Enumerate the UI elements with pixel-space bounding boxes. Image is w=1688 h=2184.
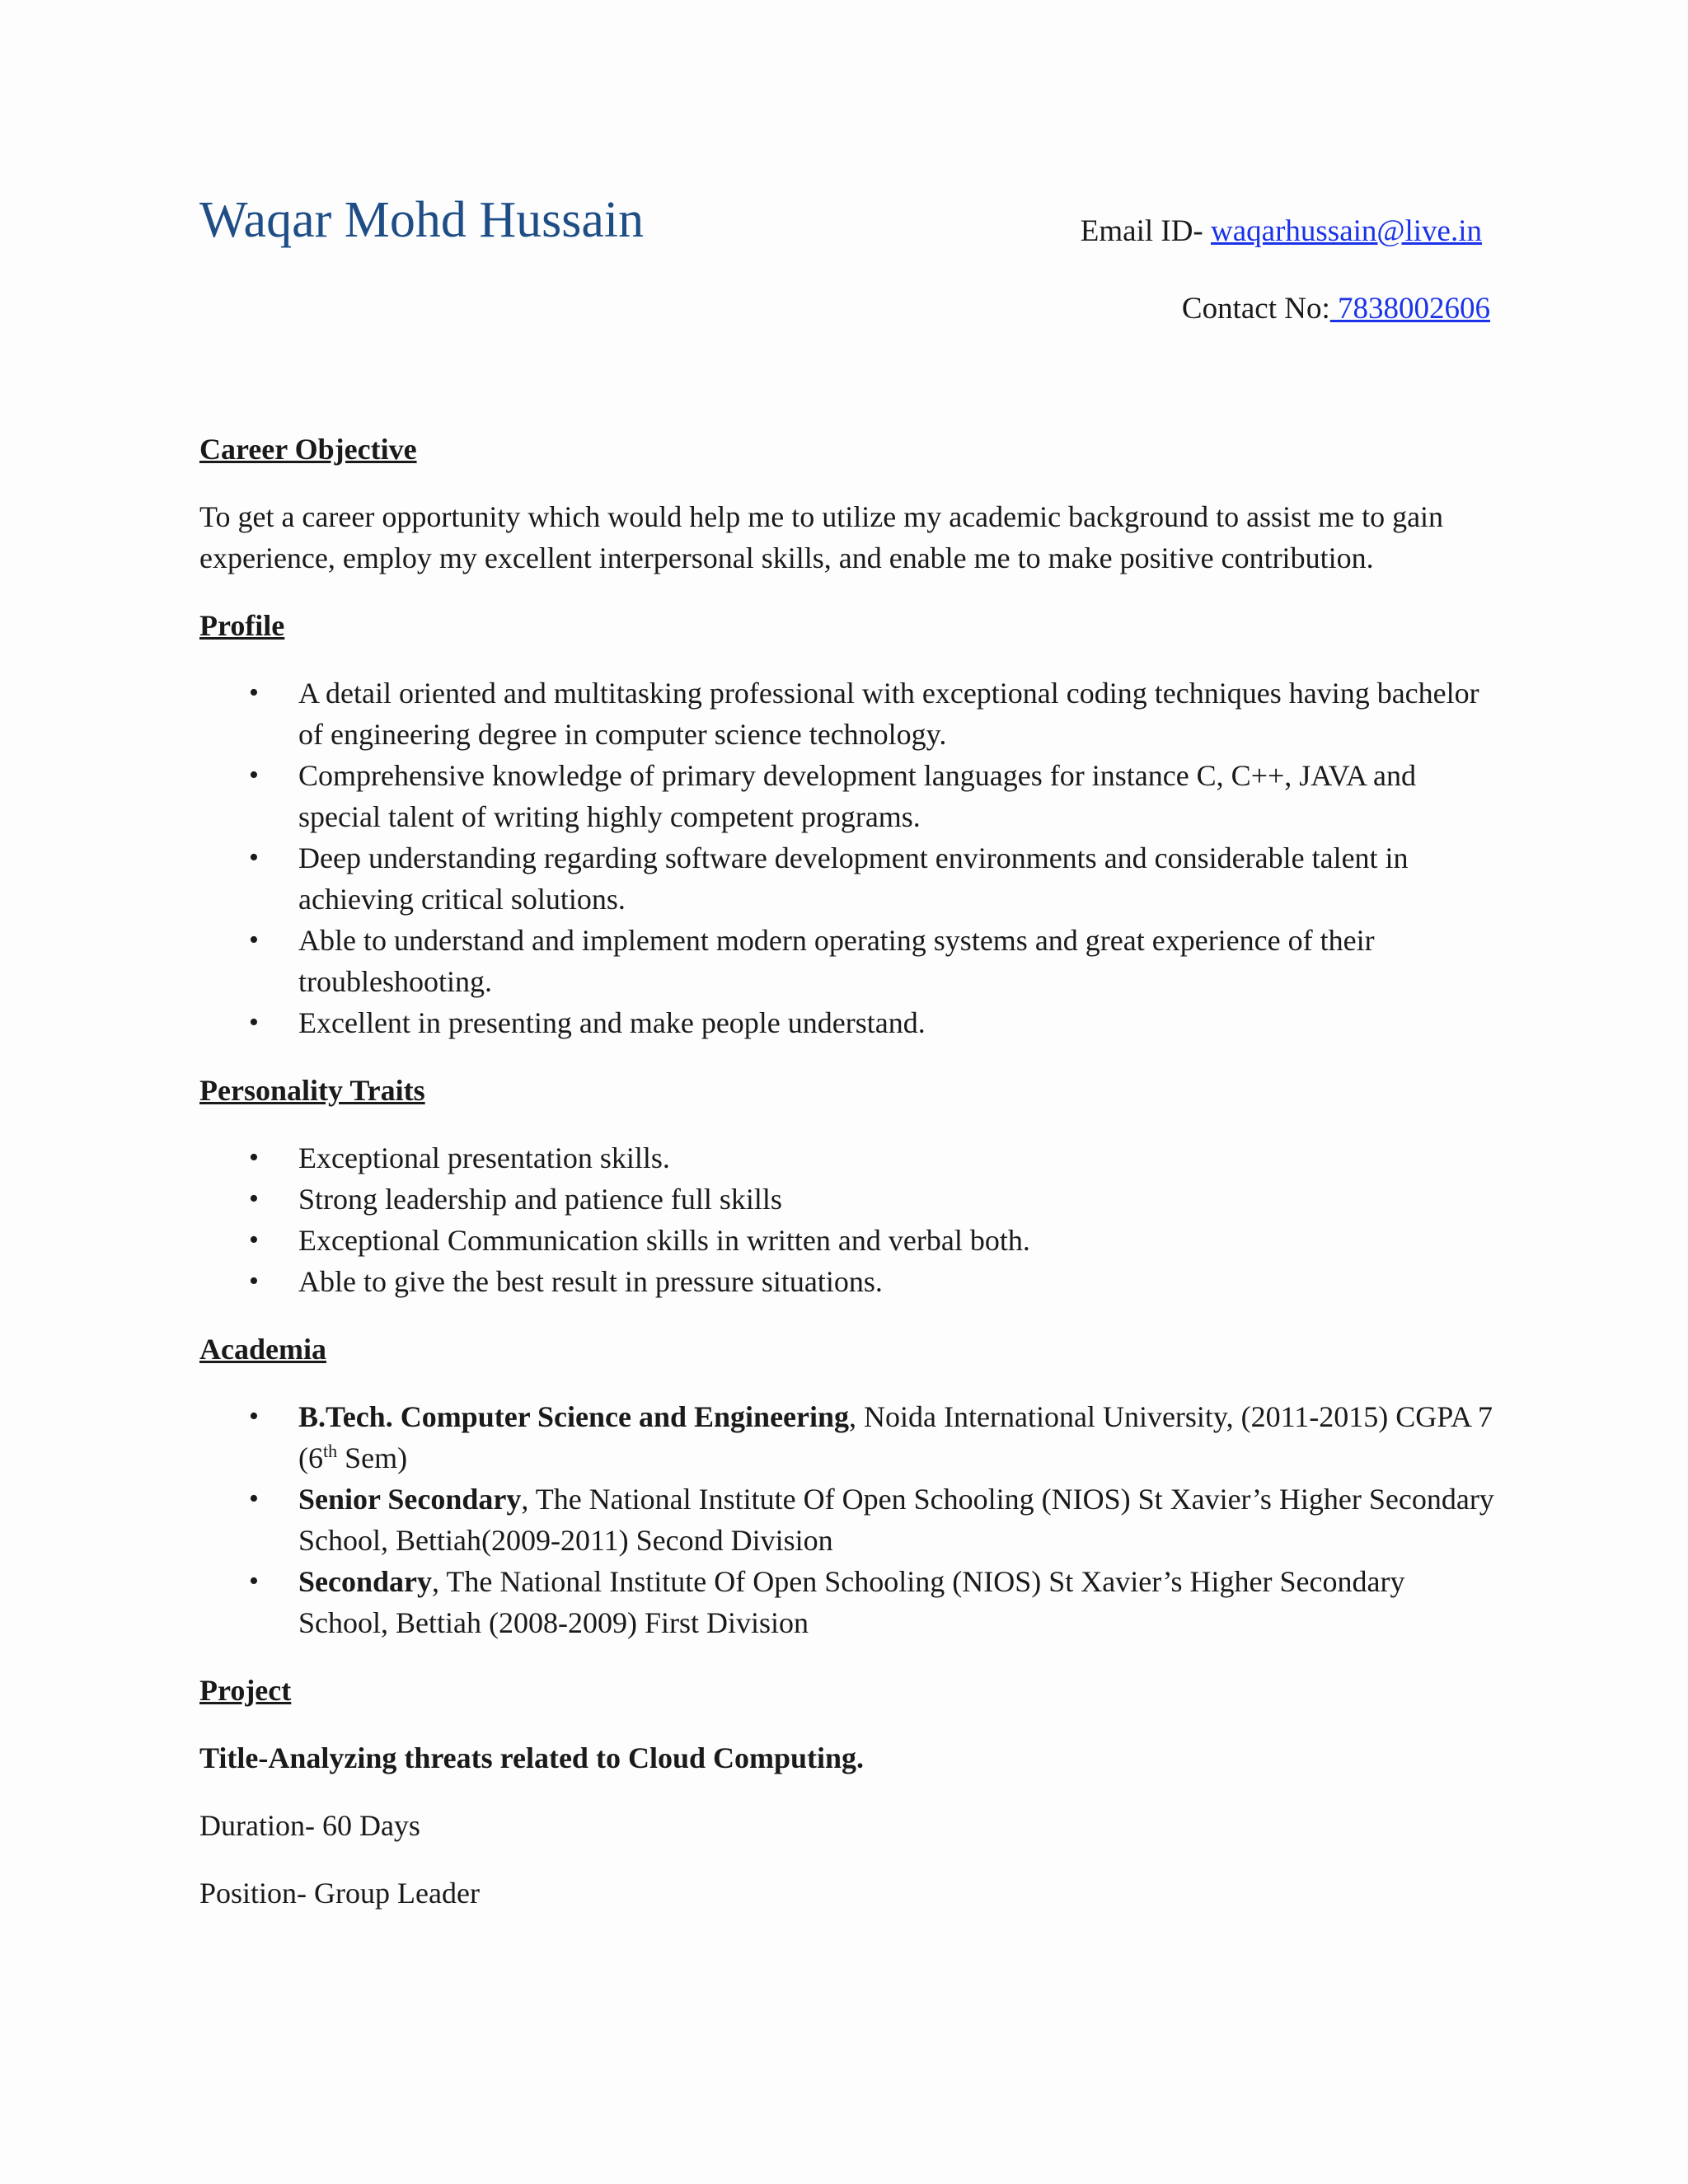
project-position: Position- Group Leader [199,1877,480,1910]
resume-body [199,429,1502,1914]
degree-detail: , The National Institute Of Open Schooling (NIOS) St Xavier’s Higher Secondary School, Bettiah(2009-2011) Second Division [298,1483,1494,1557]
contact-label: Contact No: [1181,292,1330,326]
personality-list [199,1137,1502,1302]
list-item: • Deep understanding regarding software development environments and considerable talent in achieving critical solutions. [199,837,1502,920]
list-item: • Exceptional presentation skills. [199,1137,1502,1179]
list-item: • Comprehensive knowledge of primary development languages for instance C, C++, JAVA and special talent of writing highly competent programs. [199,755,1502,837]
bullet-icon: • [249,1007,259,1038]
project-heading: Project [199,1674,292,1707]
bullet-icon: • [249,1183,259,1214]
list-item [199,1396,1502,1479]
academia-heading: Academia [199,1333,326,1366]
list-item: • Able to give the best result in pressure situations. [199,1261,1502,1302]
list-item: • Able to understand and implement modern operating systems and great experience of their troubleshooting. [199,920,1502,1002]
bullet-icon: • [249,842,259,873]
degree-detail: , Noida International University, (2011-2015) CGPA 7 (6 [298,1400,1493,1474]
profile-heading: Profile [199,609,285,642]
bullet-icon: • [249,1225,259,1255]
personality-heading: Personality Traits [199,1074,425,1107]
list-item [199,1561,1502,1643]
project-duration: Duration- 60 Days [199,1809,420,1842]
email-label: Email ID- [1080,214,1212,248]
bullet-icon: • [249,677,259,708]
bullet-icon: • [249,760,259,790]
career-objective-heading: Career Objective [199,433,417,466]
bullet-icon: • [249,1566,259,1596]
degree-name: B.Tech. Computer Science and Engineering [298,1400,850,1433]
list-item [199,1479,1502,1561]
degree-tail: Sem) [337,1441,408,1474]
degree-detail: , The National Institute Of Open Schooling (NIOS) St Xavier’s Higher Secondary School, Bettiah (2008-2009) First Division [298,1565,1405,1639]
contact-link[interactable]: 7838002606 [1329,292,1490,326]
email-line [1081,216,1482,246]
list-item: • Strong leadership and patience full skills [199,1179,1502,1220]
candidate-name: Waqar Mohd Hussain [199,192,645,248]
project-title: Title-Analyzing threats related to Cloud Computing. [199,1741,865,1774]
bullet-icon: • [249,925,259,955]
career-objective-text: To get a career opportunity which would help me to utilize my academic background to assist me to gain experience, employ my excellent interpersonal skills, and enable me to make positive contribution. [199,500,1444,574]
bullet-icon: • [249,1483,259,1514]
bullet-icon: • [249,1266,259,1296]
list-item: • A detail oriented and multitasking professional with exceptional coding techniques having bachelor of engineering degree in computer science technology. [199,673,1502,755]
list-item: • Exceptional Communication skills in written and verbal both. [199,1220,1502,1261]
superscript: th [323,1441,338,1461]
contact-line [1182,293,1490,324]
profile-list [199,673,1502,1043]
bullet-icon: • [249,1142,259,1173]
degree-name: Senior Secondary [298,1483,522,1516]
bullet-icon: • [249,1401,259,1432]
email-link[interactable]: waqarhussain@live.in [1211,214,1482,248]
academia-list [199,1396,1502,1643]
degree-name: Secondary [298,1565,432,1598]
list-item: • Excellent in presenting and make people understand. [199,1002,1502,1043]
